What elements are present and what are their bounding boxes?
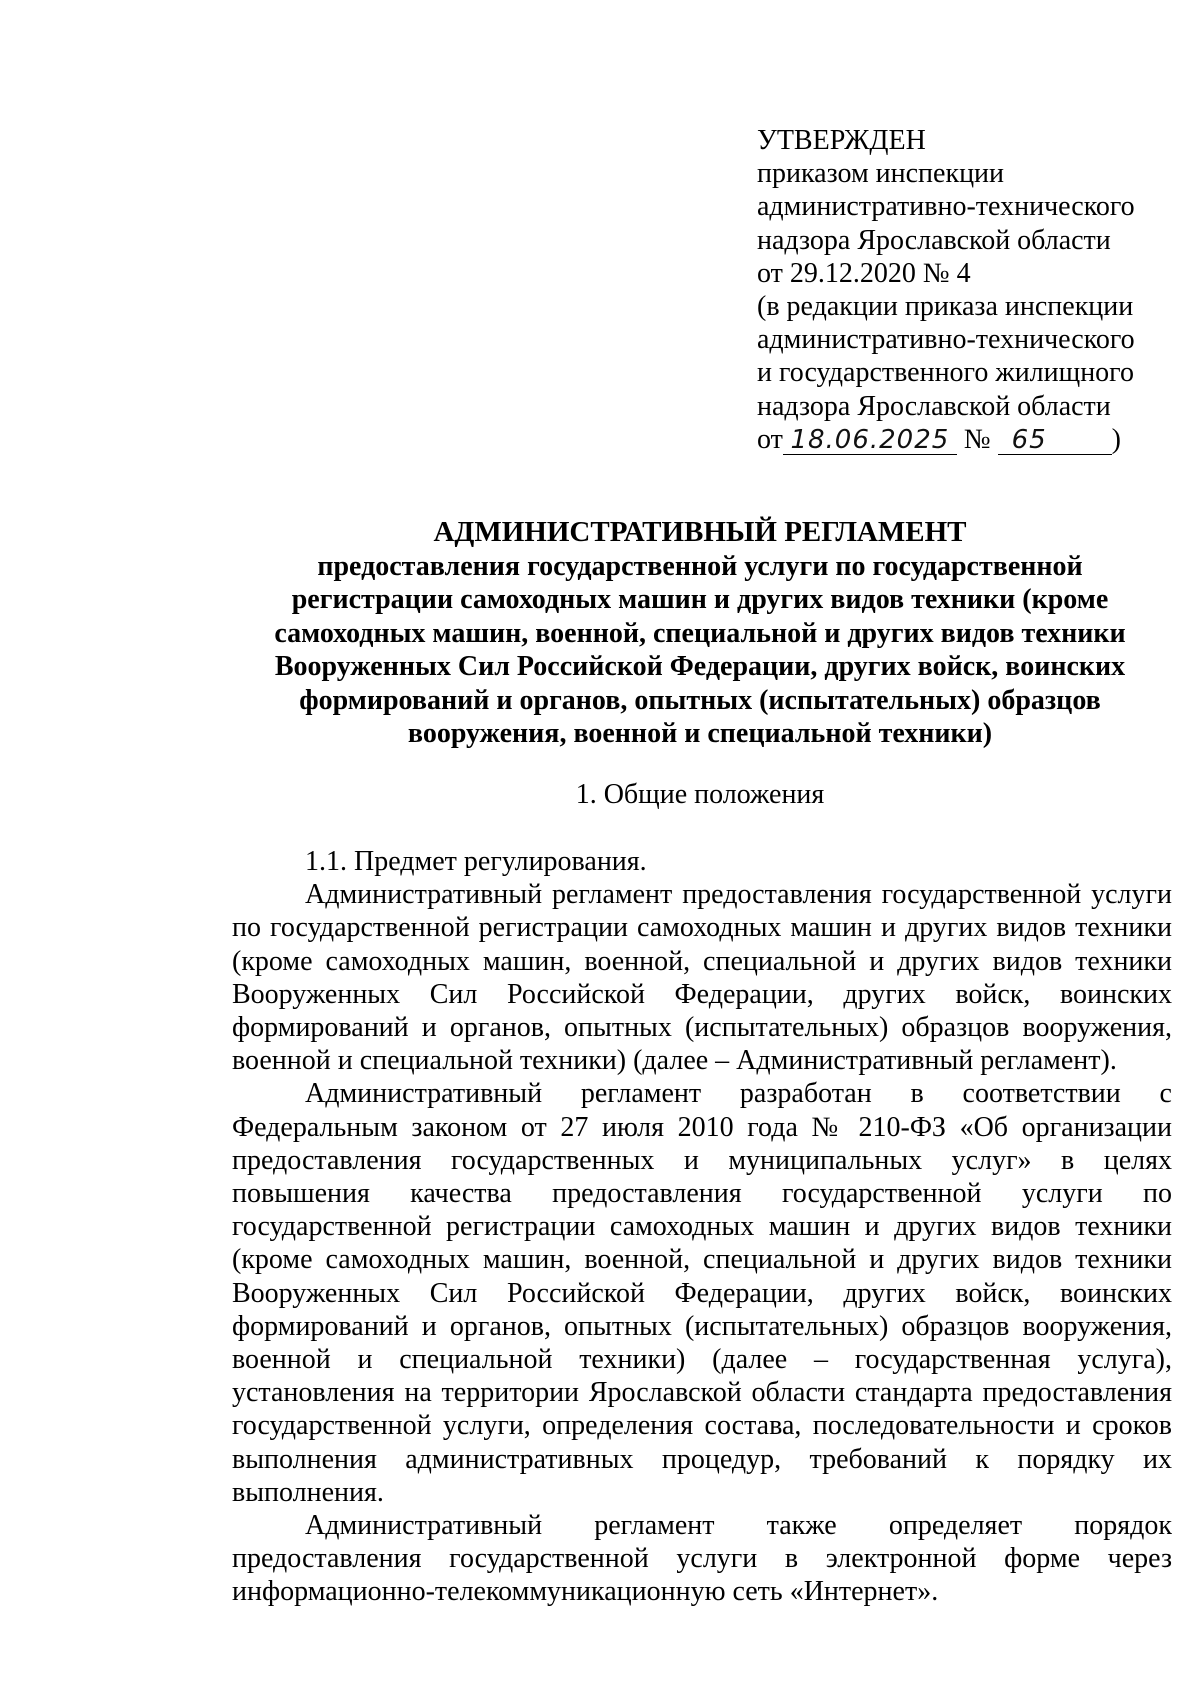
document-title <box>230 516 1170 751</box>
handwritten-date-field: 18.06.2025 <box>783 426 957 455</box>
approval-line: надзора Ярославской области <box>757 224 1111 256</box>
approval-line: надзора Ярославской области <box>757 390 1111 422</box>
approval-original-date: от 29.12.2020 № 4 <box>757 257 971 289</box>
body-paragraph: Административный регламент разработан в соответствии с Федеральным законом от 27 июля 2010 года № 210-ФЗ «Об организации предоставления государственных и муниципальных услуг» в целях повышения качества предоставления государственной услуги по государственной регистрации самоходных машин и других видов техники (кроме самоходных машин, военной, специальной и других видов техники Вооруженных Сил Российской Федерации, других войск, воинских формирований и органов, опытных (испытательных) образцов вооружения, военной и специальной техники) (далее – государственная услуга), установления на территории Ярославской области стандарта предоставления государственной услуги, определения состава, последовательности и сроков выполнения административных процедур, требований к порядку их выполнения. <box>232 1078 1172 1508</box>
close-paren: ) <box>1111 423 1121 455</box>
approval-line: и государственного жилищного <box>757 357 1134 389</box>
title-line: самоходных машин, военной, специальной и других видов техники <box>274 617 1126 649</box>
subsection-heading: 1.1. Предмет регулирования. <box>305 846 647 877</box>
body-paragraph: Административный регламент предоставления государственной услуги по государственной регистрации самоходных машин и других видов техники (кроме самоходных машин, военной, специальной и других видов техники Вооруженных Сил Российской Федерации, других войск, воинских формирований и органов, опытных (испытательных) образцов вооружения, военной и специальной техники) (далее – Административный регламент). <box>232 879 1172 1077</box>
number-label: № <box>963 423 991 455</box>
title-line: Вооруженных Сил Российской Федерации, других войск, воинских <box>274 651 1126 682</box>
approval-line: административно-технического <box>757 191 1135 223</box>
approval-amendment-row <box>757 423 1177 456</box>
title-line: формирований и органов, опытных (испытательных) образцов <box>299 684 1101 716</box>
from-label: от <box>757 423 783 455</box>
handwritten-number-field: 65 <box>998 426 1112 455</box>
approval-line: приказом инспекции <box>757 158 1005 190</box>
approval-line: (в редакции приказа инспекции <box>757 291 1134 323</box>
approval-line: административно-технического <box>757 324 1135 356</box>
title-main: АДМИНИСТРАТИВНЫЙ РЕГЛАМЕНТ <box>433 516 967 548</box>
document-body <box>232 845 1172 1609</box>
approval-heading: УТВЕРЖДЕН <box>757 125 926 156</box>
title-line: предоставления государственной услуги по государственной <box>317 550 1083 582</box>
title-line: вооружения, военной и специальной техники) <box>407 718 993 749</box>
approval-stamp <box>757 124 1177 456</box>
section-heading: 1. Общие положения <box>575 779 825 810</box>
title-line: регистрации самоходных машин и других видов техники (кроме <box>291 584 1109 615</box>
body-paragraph: Административный регламент также определяет порядок предоставления государственной услуги в электронной форме через информационно-телекоммуникационную сеть «Интернет». <box>232 1510 1172 1608</box>
